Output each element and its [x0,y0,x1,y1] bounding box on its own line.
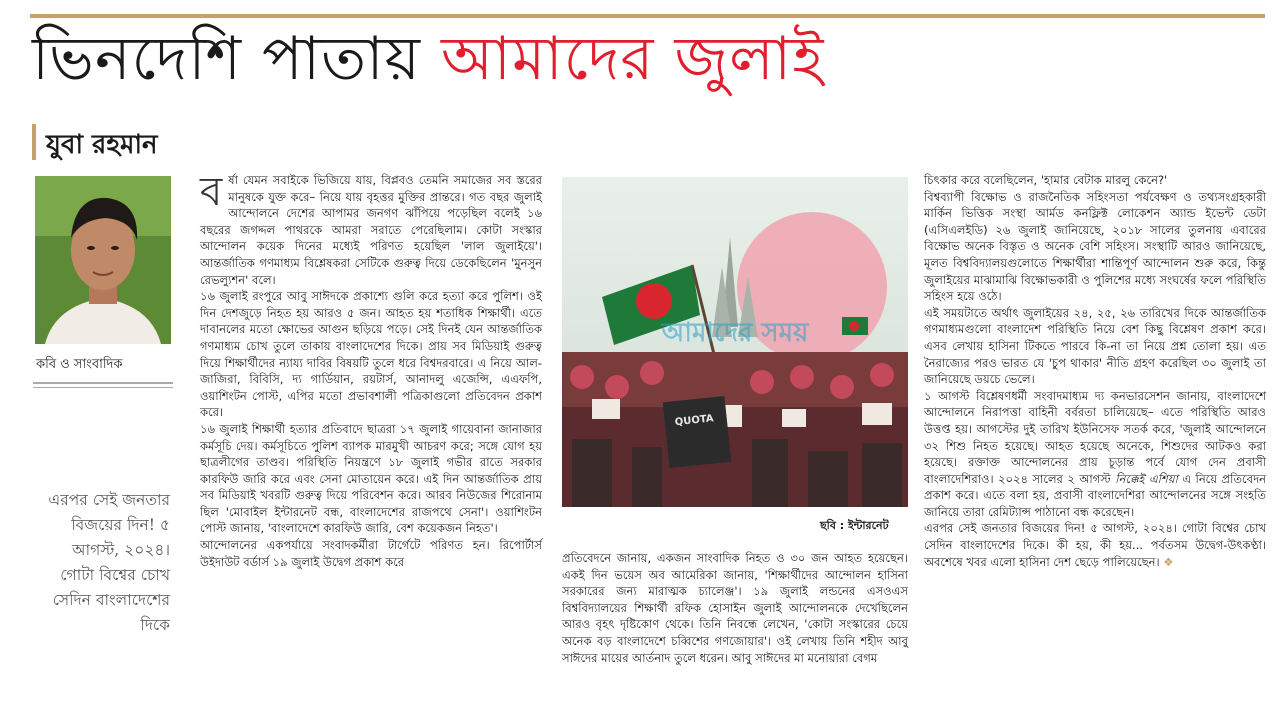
author-caption: কবি ও সাংবাদিক [36,357,123,372]
col1-paragraph-4: আন্দোলনের একপর্যায়ে সংবাদকর্মীরা টার্গেটে পরিণত হন। রিপোর্টার্স উইদাউট বর্ডার্স ১৯ জুলাই উদ্বেগ প্রকাশ করে [200,538,542,569]
protest-sign-text: QUOTA [674,413,715,429]
col3-paragraph-4-part-b: এ নিয়ে প্রতিবেদন প্রকাশ করে। এতে বলা হয়, প্রবাসী বাংলাদেশিরা আন্দোলনের সঙ্গে সংহতি জানিয়ে তারা রেমিট্যান্স পাঠানো বন্ধ করেছেন। [924,471,1266,519]
col3-paragraph-4-part-a: ১ আগস্ট বিশ্লেষণধর্মী সংবাদমাধ্যম দ্য কনভারসেশন জানায়, বাংলাদেশে আন্দোলনে নিরাপত্তা বাহিনী বর্বরতা চালিয়েছে– এতে পরিস্থিতি আরও উত্তপ্ত হয়। আগস্টের দুই তারিখ ইউনিসেফ সতর্ক করে, 'জুলাই আন্দোলনে ৩২ শিশু নিহত হয়েছে। আহত হয়েছে অনেকে, শিশুদের আটকও করা হয়েছে। রক্তাক্ত আন্দোলনের প্রায় চূড়ান্ত পর্বে যোগ দেন প্রবাসী বাংলাদেশিরাও। ২০২৪ সালের ২ আগস্ট [924,388,1266,486]
col1-paragraph-2: ১৬ জুলাই রংপুরে আবু সাঈদকে প্রকাশ্যে গুলি করে হত্যা করে পুলিশ। ওই দিন দেশজুড়ে নিহত হয় আরও ৫ জন। আহত হয় শতাধিক শিক্ষার্থী। এতে দাবানলের মতো ক্ষোভের আগুন ছড়িয়ে পড়ে। সেই দিনই যেন আন্তর্জাতিক গণমাধ্যম চোখ তুলে তাকায় বাংলাদেশের দিকে। প্রায় সব মিডিয়াই গুরুত্ব দিয়ে শিক্ষার্থীদের ন্যায্য দাবির বিষয়টি তুলে ধরে বিশ্বদরবারে। এ নিয়ে আল-জাজিরা, বিবিসি, দ্য গার্ডিয়ান, রয়টার্স, আনাদলু এজেন্সি, এএফপি, ওয়াশিংটন পোস্ট, এপির মতো প্রভাবশালী পত্রিকাগুলো প্রতিবেদন প্রকাশ করে। [200,289,542,420]
col3-paragraph-3: এই সময়টাতে অর্থাৎ জুলাইয়ের ২৪, ২৫, ২৬ তারিখের দিকে আন্তর্জাতিক গণমাধ্যমগুলো বাংলাদেশ পরিস্থিতি নিয়ে বেশ কিছু বিশ্লেষণ প্রকাশ করে। এসব লেখায় হাসিনা টিকতে পারবে কি-না তা নিয়ে প্রশ্ন তোলা হয়। এত নৈরাজ্যের পরও ভারত যে 'চুপ থাকার' নীতি গ্রহণ করেছিল ৩০ জুলাই তা জানিয়েছে ডয়চে ভেলে। [924,305,1266,387]
col3-paragraph-5 [924,520,1266,570]
article-column-3 [924,172,1266,570]
pull-quote: এরপর সেই জনতার বিজয়ের দিন! ৫ আগস্ট, ২০২৪। গোটা বিশ্বের চোখ সেদিন বাংলাদেশের দিকে [48,491,170,634]
drop-cap: ব [200,169,223,215]
top-rule [30,14,1265,18]
col1-paragraph-1: র্ষা যেমন সবাইকে ভিজিয়ে যায়, বিপ্লবও তেমনি সমাজের সব স্তরের মানুষকে যুক্ত করে– নিয়ে যায় বৃহত্তর মুক্তির প্রান্তরে। গত বছর জুলাই আন্দোলনে দেশের আপামর জনগণ ঝাঁপিয়ে পড়েছিল বলেই ১৬ বছরের জগদ্দল পাথরকে আমরা সরাতে পেরেছিলাম। কোটা সংস্কার আন্দোলন কয়েক দিনের মধ্যেই পরিণত হয়েছিল 'লাল জুলাইয়ে'। আন্তর্জাতিক গণমাধ্যম বিশ্লেষকরা সেটিকে গুরুত্ব দিয়ে ডেকেছিলেন 'মুনসুন রেভল্যুশন' বলে। [200,173,542,287]
headline-part-2: আমাদের জুলাই [441,24,825,94]
author-photo [35,176,171,344]
end-mark-icon: ❖ [1163,554,1174,569]
col3-paragraph-5-text: এরপর সেই জনতার বিজয়ের দিন! ৫ আগস্ট, ২০২৪। গোটা বিশ্বের চোখ সেদিন বাংলাদেশের দিকে। কী হয়, কী হয়... পর্বতসম উদ্বেগ-উৎকণ্ঠা। অবশেষে খবর এলো হাসিনা দেশ ছেড়ে পালিয়েছেন। [924,521,1266,569]
col3-paragraph-1: চিৎকার করে বলেছিলেন, 'হামার বেটাক মারলু কেনে?' [924,173,1168,187]
col3-paragraph-2: বিশ্বব্যাপী বিক্ষোভ ও রাজনৈতিক সহিংসতা পর্যবেক্ষণ ও তথ্যসংগ্রহকারী মার্কিন ভিত্তিক সংস্থা আর্মড কনফ্লিক্ট লোকেশন অ্যান্ড ইভেন্ট ডেটা (এসিএলইডি) ২৬ জুলাই জানিয়েছে, ২০১৮ সালের তুলনায় এবারের বিক্ষোভ অনেক বিস্তৃত ও অনেক বেশি সহিংস। সংস্থাটি আরও জানিয়েছে, মূলত বিশ্ববিদ্যালয়গুলোতে শিক্ষার্থীরা শান্তিপূর্ণ আন্দোলন শুরু করে, কিন্তু জুলাইয়ের মাঝামাঝি বিক্ষোভকারী ও পুলিশের মধ্যে সংঘর্ষের ফলে পরিস্থিতি সহিংস হয়ে ওঠে। [924,189,1266,304]
caption-divider-thin [33,387,173,388]
byline-accent [32,124,36,160]
col3-paragraph-4 [924,388,1266,521]
headline-part-1: ভিনদেশি পাতায় [32,24,421,94]
page-headline [32,26,824,92]
protest-photo [562,177,908,507]
article-column-1 [200,169,542,570]
photo-watermark: আমাদের সময় [661,318,809,348]
caption-divider [33,382,173,384]
article-column-2 [562,550,908,666]
publication-name: নিক্কেই এশিয়া [1115,471,1178,486]
photo-credit: ছবি : ইন্টারনেট [820,519,889,532]
byline: যুবা রহমান [46,130,158,160]
col2-paragraph-1: প্রতিবেদনে জানায়, একজন সাংবাদিক নিহত ও ৩০ জন আহত হয়েছেন। একই দিন ভয়েস অব আমেরিকা জানায়, 'শিক্ষার্থীদের আন্দোলন হাসিনা সরকারের জন্য মারাত্মক চ্যালেঞ্জ'। ১৯ জুলাই লন্ডনের এসওএস বিশ্ববিদ্যালয়ের শিক্ষার্থী রফিক হোসাইন জুলাই আন্দোলনকে দেখেছিলেন আরও বৃহৎ দৃষ্টিকোণ থেকে। তিনি নিবন্ধে লেখেন, 'কোটা সংস্কারের চেয়ে অনেক বড় বাংলাদেশে চব্বিশের গণজোয়ার'। ওই লেখায় তিনি শহীদ আবু সাঈদের মায়ের আর্তনাদ তুলে ধরেন। আবু সাঈদের মা মনোয়ারা বেগম [562,551,908,665]
col1-paragraph-3: ১৬ জুলাই শিক্ষার্থী হত্যার প্রতিবাদে ছাত্ররা ১৭ জুলাই গায়েবানা জানাজার কর্মসূচি দেয়। কর্মসূচিতে পুলিশ ব্যাপক মারমুখী আচরণ করে; সঙ্গে যোগ হয় ছাত্রলীগের তাণ্ডব। পরিস্থিতি নিয়ন্ত্রণে ১৮ জুলাই গভীর রাতে সরকার কারফিউ জারি করে এবং সেনা মোতায়েন করে। এই দিন আন্তর্জাতিক প্রায় সব মিডিয়াই খবরটি গুরুত্ব দিয়ে পরিবেশন করে। আরব নিউজের শিরোনাম ছিল 'মোবাইল ইন্টারনেট বন্ধ, বাংলাদেশের রাজপথে সেনা'। ওয়াশিংটন পোস্ট জানায়, 'বাংলাদেশে কারফিউ জারি, বেশ কয়েকজন নিহত'। [200,421,542,536]
